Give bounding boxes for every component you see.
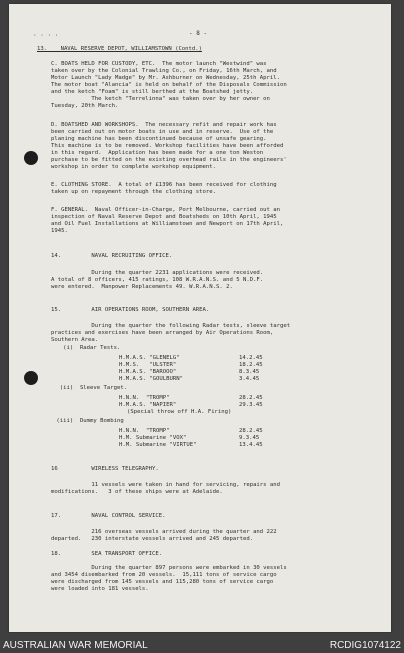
section-14-line: During the quarter 2231 applications were received.: [51, 270, 264, 276]
dummy-ship: H.N.N. "TROMP": [119, 428, 170, 434]
sleeve-date: 29.3.45: [239, 402, 263, 408]
para-f-line: inspection of Naval Reserve Depot and Boatsheds on 10th April, 1945: [51, 214, 277, 220]
section-18-line: were discharged from 145 vessels and 115,280 tons of service cargo: [51, 579, 274, 585]
radar-ship: H.M.A.S. "BAROOO": [119, 369, 177, 375]
punch-hole: [24, 371, 38, 385]
dummy-ship: H.M. Submarine "VIRTUE": [119, 442, 197, 448]
section-16-line: 11 vessels were taken in hand for servicing, repairs and: [51, 482, 281, 488]
footer-institution: AUSTRALIAN WAR MEMORIAL: [3, 640, 148, 651]
section-18-line: and 3454 disembarked from 20 vessels. 15,111 tons of service cargo: [51, 572, 277, 578]
para-c-line: and the ketch "Foam" is still berthed at the Boatshed jetty.: [51, 89, 254, 95]
section-17-line: departed. 230 interstate vessels arrived and 245 departed.: [51, 536, 254, 542]
para-c-line: Tuesday, 20th March.: [51, 103, 119, 109]
punch-hole: [24, 151, 38, 165]
section-18-line: During the quarter 897 persons were embarked in 30 vessels: [51, 565, 287, 571]
section-18-heading: 18. SEA TRANSPORT OFFICE.: [51, 551, 163, 557]
radar-date: 14.2.45: [239, 355, 263, 361]
punch-marks: · · · ·: [33, 32, 59, 39]
footer-record-id: RCDIG1074122: [329, 640, 401, 651]
section-14-line: A total of 8 officers, 415 ratings, 108 W.R.A.N.S. and 5 N.D.F.: [51, 277, 264, 283]
section-13-heading: 13. NAVAL RESERVE DEPOT, WILLIAMSTOWN (Contd.): [37, 46, 203, 52]
para-c-line: C. BOATS HELD FOR CUSTODY, ETC. The motor launch "Westwind" was: [51, 61, 267, 67]
archive-footer: [0, 633, 404, 653]
section-17-line: 216 overseas vessels arrived during the quarter and 222: [51, 529, 277, 535]
para-f-line: F. GENERAL. Naval Officer-in-Charge, Port Melbourne, carried out an: [51, 207, 281, 213]
dummy-date: 13.4.45: [239, 442, 263, 448]
section-15-line: practices and exercises have been arranged by Air Operations Room,: [51, 330, 274, 336]
para-d-line: workshop in order to complete workshop equipment.: [51, 164, 217, 170]
section-15-line: During the quarter the following Radar tests, sleeve target: [51, 323, 291, 329]
sleeve-ship: H.M.A.S. "NAPIER": [119, 402, 177, 408]
section-14-line: were entered. Manpower Replacements 49. W.R.A.N.S. 2.: [51, 284, 233, 290]
radar-ship: H.M.S. "ULSTER": [119, 362, 177, 368]
section-16-line: modifications. 3 of these ships were at Adelaide.: [51, 489, 223, 495]
sleeve-target-heading: (ii) Sleeve Target.: [53, 385, 128, 391]
sleeve-ship: H.N.N. "TROMP": [119, 395, 170, 401]
para-f-line: and Oil Fuel Installations at Williamstown and Newport on 17th April,: [51, 221, 284, 227]
page-number: - 8 -: [189, 30, 208, 37]
para-d-line: been carried out on motor boats in use and in reserve. Use of the: [51, 129, 274, 135]
section-15-heading: 15. AIR OPERATIONS ROOM, SOUTHERN AREA.: [51, 307, 210, 313]
dummy-bombing-heading: (iii) Dummy Bombing: [53, 418, 124, 424]
para-e-line: E. CLOTHING STORE. A total of £1396 has been received for clothing: [51, 182, 277, 188]
para-c-line: Motor Launch "Lady Madge" by Mr. Ashburner on Wednesday, 25th April.: [51, 75, 281, 81]
para-c-line: taken over by the Colonial Trawling Co., on Friday, 16th March, and: [51, 68, 277, 74]
sleeve-note: (Special throw off H.A. Firing): [127, 409, 232, 415]
radar-date: 3.4.45: [239, 376, 260, 382]
radar-date: 18.2.45: [239, 362, 263, 368]
section-18-line: were loaded into 181 vessels.: [51, 586, 149, 592]
dummy-date: 28.2.45: [239, 428, 263, 434]
dummy-ship: H.M. Submarine "VOX": [119, 435, 187, 441]
section-16-heading: 16 WIRELESS TELEGRAPHY.: [51, 466, 159, 472]
para-d-line: in this regard. Application has been made for a one ton Weston: [51, 150, 264, 156]
para-d-line: planing machine has been discontinued because of unsafe gearing.: [51, 136, 267, 142]
para-e-line: taken up on repayment through the clothing store.: [51, 189, 217, 195]
radar-ship: H.M.A.S. "GOULBURN": [119, 376, 183, 382]
radar-ship: H.M.A.S. "GLENELG": [119, 355, 180, 361]
section-14-heading: 14. NAVAL RECRUITING OFFICE.: [51, 253, 173, 259]
radar-date: 8.3.45: [239, 369, 260, 375]
document-page: [9, 4, 391, 632]
para-d-line: D. BOATSHED AND WORKSHOPS. The necessary refit and repair work has: [51, 122, 277, 128]
section-15-line: Southern Area.: [51, 337, 99, 343]
para-d-line: This machine is to be removed. Workshop facilities have been afforded: [51, 143, 284, 149]
para-f-line: 1945.: [51, 228, 68, 234]
para-c-line: The motor boat "Alancia" is held on behalf of the Disposals Commission: [51, 82, 287, 88]
sleeve-date: 28.2.45: [239, 395, 263, 401]
para-d-line: purchase to be fitted on the existing overhead rails in the engineers': [51, 157, 287, 163]
dummy-date: 9.3.45: [239, 435, 260, 441]
radar-tests-heading: (i) Radar Tests.: [53, 345, 121, 351]
para-c-line: The ketch "Terrelinna" was taken over by her owner on: [51, 96, 270, 102]
section-17-heading: 17. NAVAL CONTROL SERVICE.: [51, 513, 166, 519]
